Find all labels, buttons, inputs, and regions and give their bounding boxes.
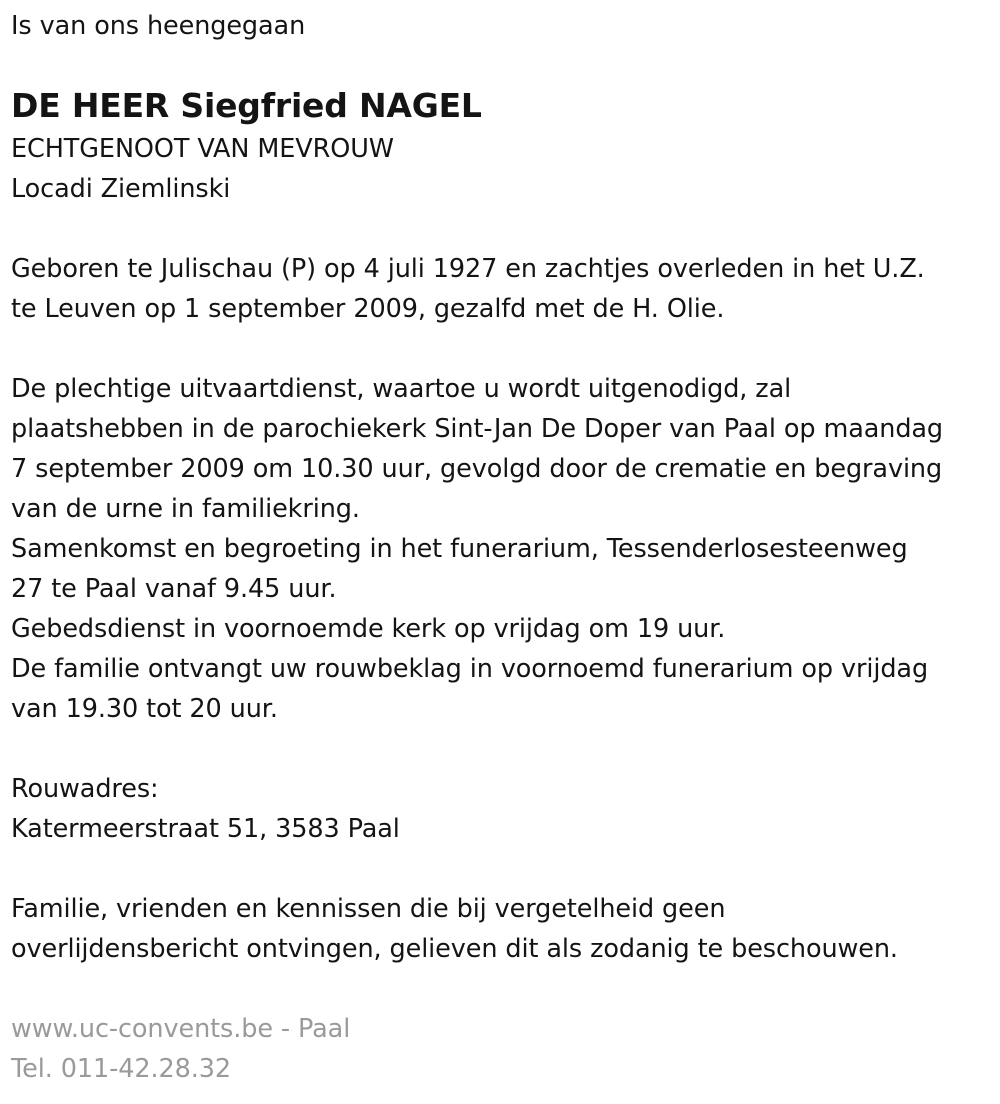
birth-death-line: te Leuven op 1 september 2009, gezalfd met de H. Olie.: [11, 294, 725, 324]
notice-line: overlijdensbericht ontvingen, gelieven dit als zodanig te beschouwen.: [11, 934, 898, 964]
condolence-line: De familie ontvangt uw rouwbeklag in voornoemd funerarium op vrijdag: [11, 654, 929, 684]
service-line: plaatshebben in de parochiekerk Sint-Jan De Doper van Paal op maandag: [11, 414, 944, 444]
deceased-name: DE HEER Siegfried NAGEL: [11, 86, 482, 125]
death-notice: [11, 0, 996, 1089]
birth-death-line: Geboren te Julischau (P) op 4 juli 1927 en zachtjes overleden in het U.Z.: [11, 254, 925, 284]
footer-website: www.uc-convents.be - Paal: [11, 1014, 351, 1044]
service-line: 7 september 2009 om 10.30 uur, gevolgd door de crematie en begraving: [11, 454, 943, 484]
mourning-address: [11, 769, 996, 849]
service-line: De plechtige uitvaartdienst, waartoe u wordt uitgenodigd, zal: [11, 374, 792, 404]
spouse-label: ECHTGENOOT VAN MEVROUW: [11, 134, 394, 164]
notice-line: Familie, vrienden en kennissen die bij vergetelheid geen: [11, 894, 726, 924]
condolence-line: van 19.30 tot 20 uur.: [11, 694, 278, 724]
footer: [11, 1009, 996, 1089]
address-value: Katermeerstraat 51, 3583 Paal: [11, 814, 400, 844]
prayer-service-line: Gebedsdienst in voornoemde kerk op vrijdag om 19 uur.: [11, 614, 726, 644]
notice-paragraph: [11, 889, 996, 969]
spouse-name: Locadi Ziemlinski: [11, 174, 231, 204]
footer-phone: Tel. 011-42.28.32: [11, 1054, 231, 1084]
gathering-line: Samenkomst en begroeting in het funerarium, Tessenderlosesteenweg: [11, 534, 908, 564]
service-paragraph: [11, 369, 996, 729]
birth-death-paragraph: [11, 249, 996, 329]
service-line: van de urne in familiekring.: [11, 494, 360, 524]
address-label: Rouwadres:: [11, 774, 159, 804]
intro-text: Is van ons heengegaan: [11, 11, 306, 41]
gathering-line: 27 te Paal vanaf 9.45 uur.: [11, 574, 337, 604]
